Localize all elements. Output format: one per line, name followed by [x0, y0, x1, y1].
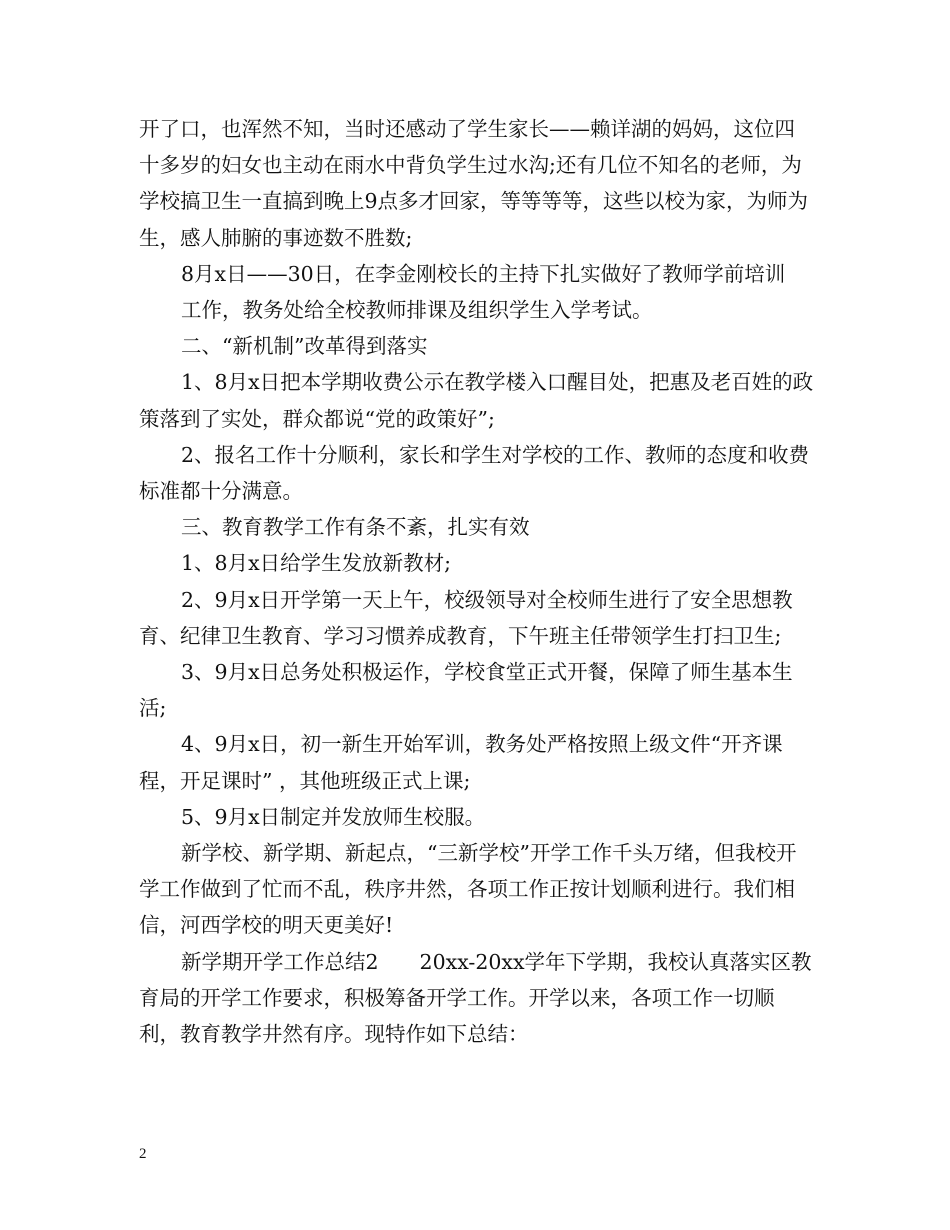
paragraph-9: 2、9月x日开学第一天上午，校级领导对全校师生进行了安全思想教育、纪律卫生教育、学习习惯养成教育，下午班主任带领学生打扫卫生; — [139, 587, 793, 648]
paragraph-13: 新学校、新学期、新起点，“三新学校”开学工作千头万绪，但我校开学工作做到了忙而不乱，秩序井然，各项工作正按计划顺利进行。我们相信，河西学校的明天更美好! — [139, 841, 797, 938]
paragraph-14: 新学期开学工作总结2 20xx-20xx学年下学期，我校认真落实区教育局的开学工作要求，积极筹备开学工作。开学以来，各项工作一切顺利，教育教学井然有序。现特作如下总结： — [139, 949, 812, 1047]
paragraph-2: 8月x日——30日，在李金刚校长的主持下扎实做好了教师学前培训 — [181, 261, 786, 286]
paragraph-11: 4、9月x日，初一新生开始军训，教务处严格按照上级文件“开齐课程，开足课时” ，其他班级正式上课; — [139, 732, 783, 793]
paragraph-6: 2、报名工作十分顺利，家长和学生对学校的工作、教师的态度和收费标准都十分满意。 — [139, 442, 810, 504]
paragraph-1: 开了口，也浑然不知，当时还感动了学生家长——赖详湖的妈妈，这位四十多岁的妇女也主动在雨水中背负学生过水沟;还有几位不知名的老师，为学校搞卫生一直搞到晚上9点多才回家，等等等等，这些以校为家，为师为生，感人肺腑的事迹数不胜数; — [139, 117, 809, 250]
paragraph-3: 工作，教务处给全校教师排课及组织学生入学考试。 — [181, 298, 653, 323]
paragraph-5: 1、8月x日把本学期收费公示在教学楼入口醒目处，把惠及老百姓的政策落到了实处，群众都说“党的政策好”; — [139, 370, 814, 431]
document-body — [139, 111, 815, 1052]
paragraph-8: 1、8月x日给学生发放新教材; — [181, 551, 452, 576]
paragraph-10: 3、9月x日总务处积极运作，学校食堂正式开餐，保障了师生基本生活; — [139, 660, 793, 721]
page-number: 2 — [139, 1146, 147, 1162]
section-heading-2: 二、“新机制”改革得到落实 — [181, 334, 428, 359]
section-heading-3: 三、教育教学工作有条不紊，扎实有效 — [181, 515, 530, 540]
paragraph-12: 5、9月x日制定并发放师生校服。 — [181, 804, 486, 829]
